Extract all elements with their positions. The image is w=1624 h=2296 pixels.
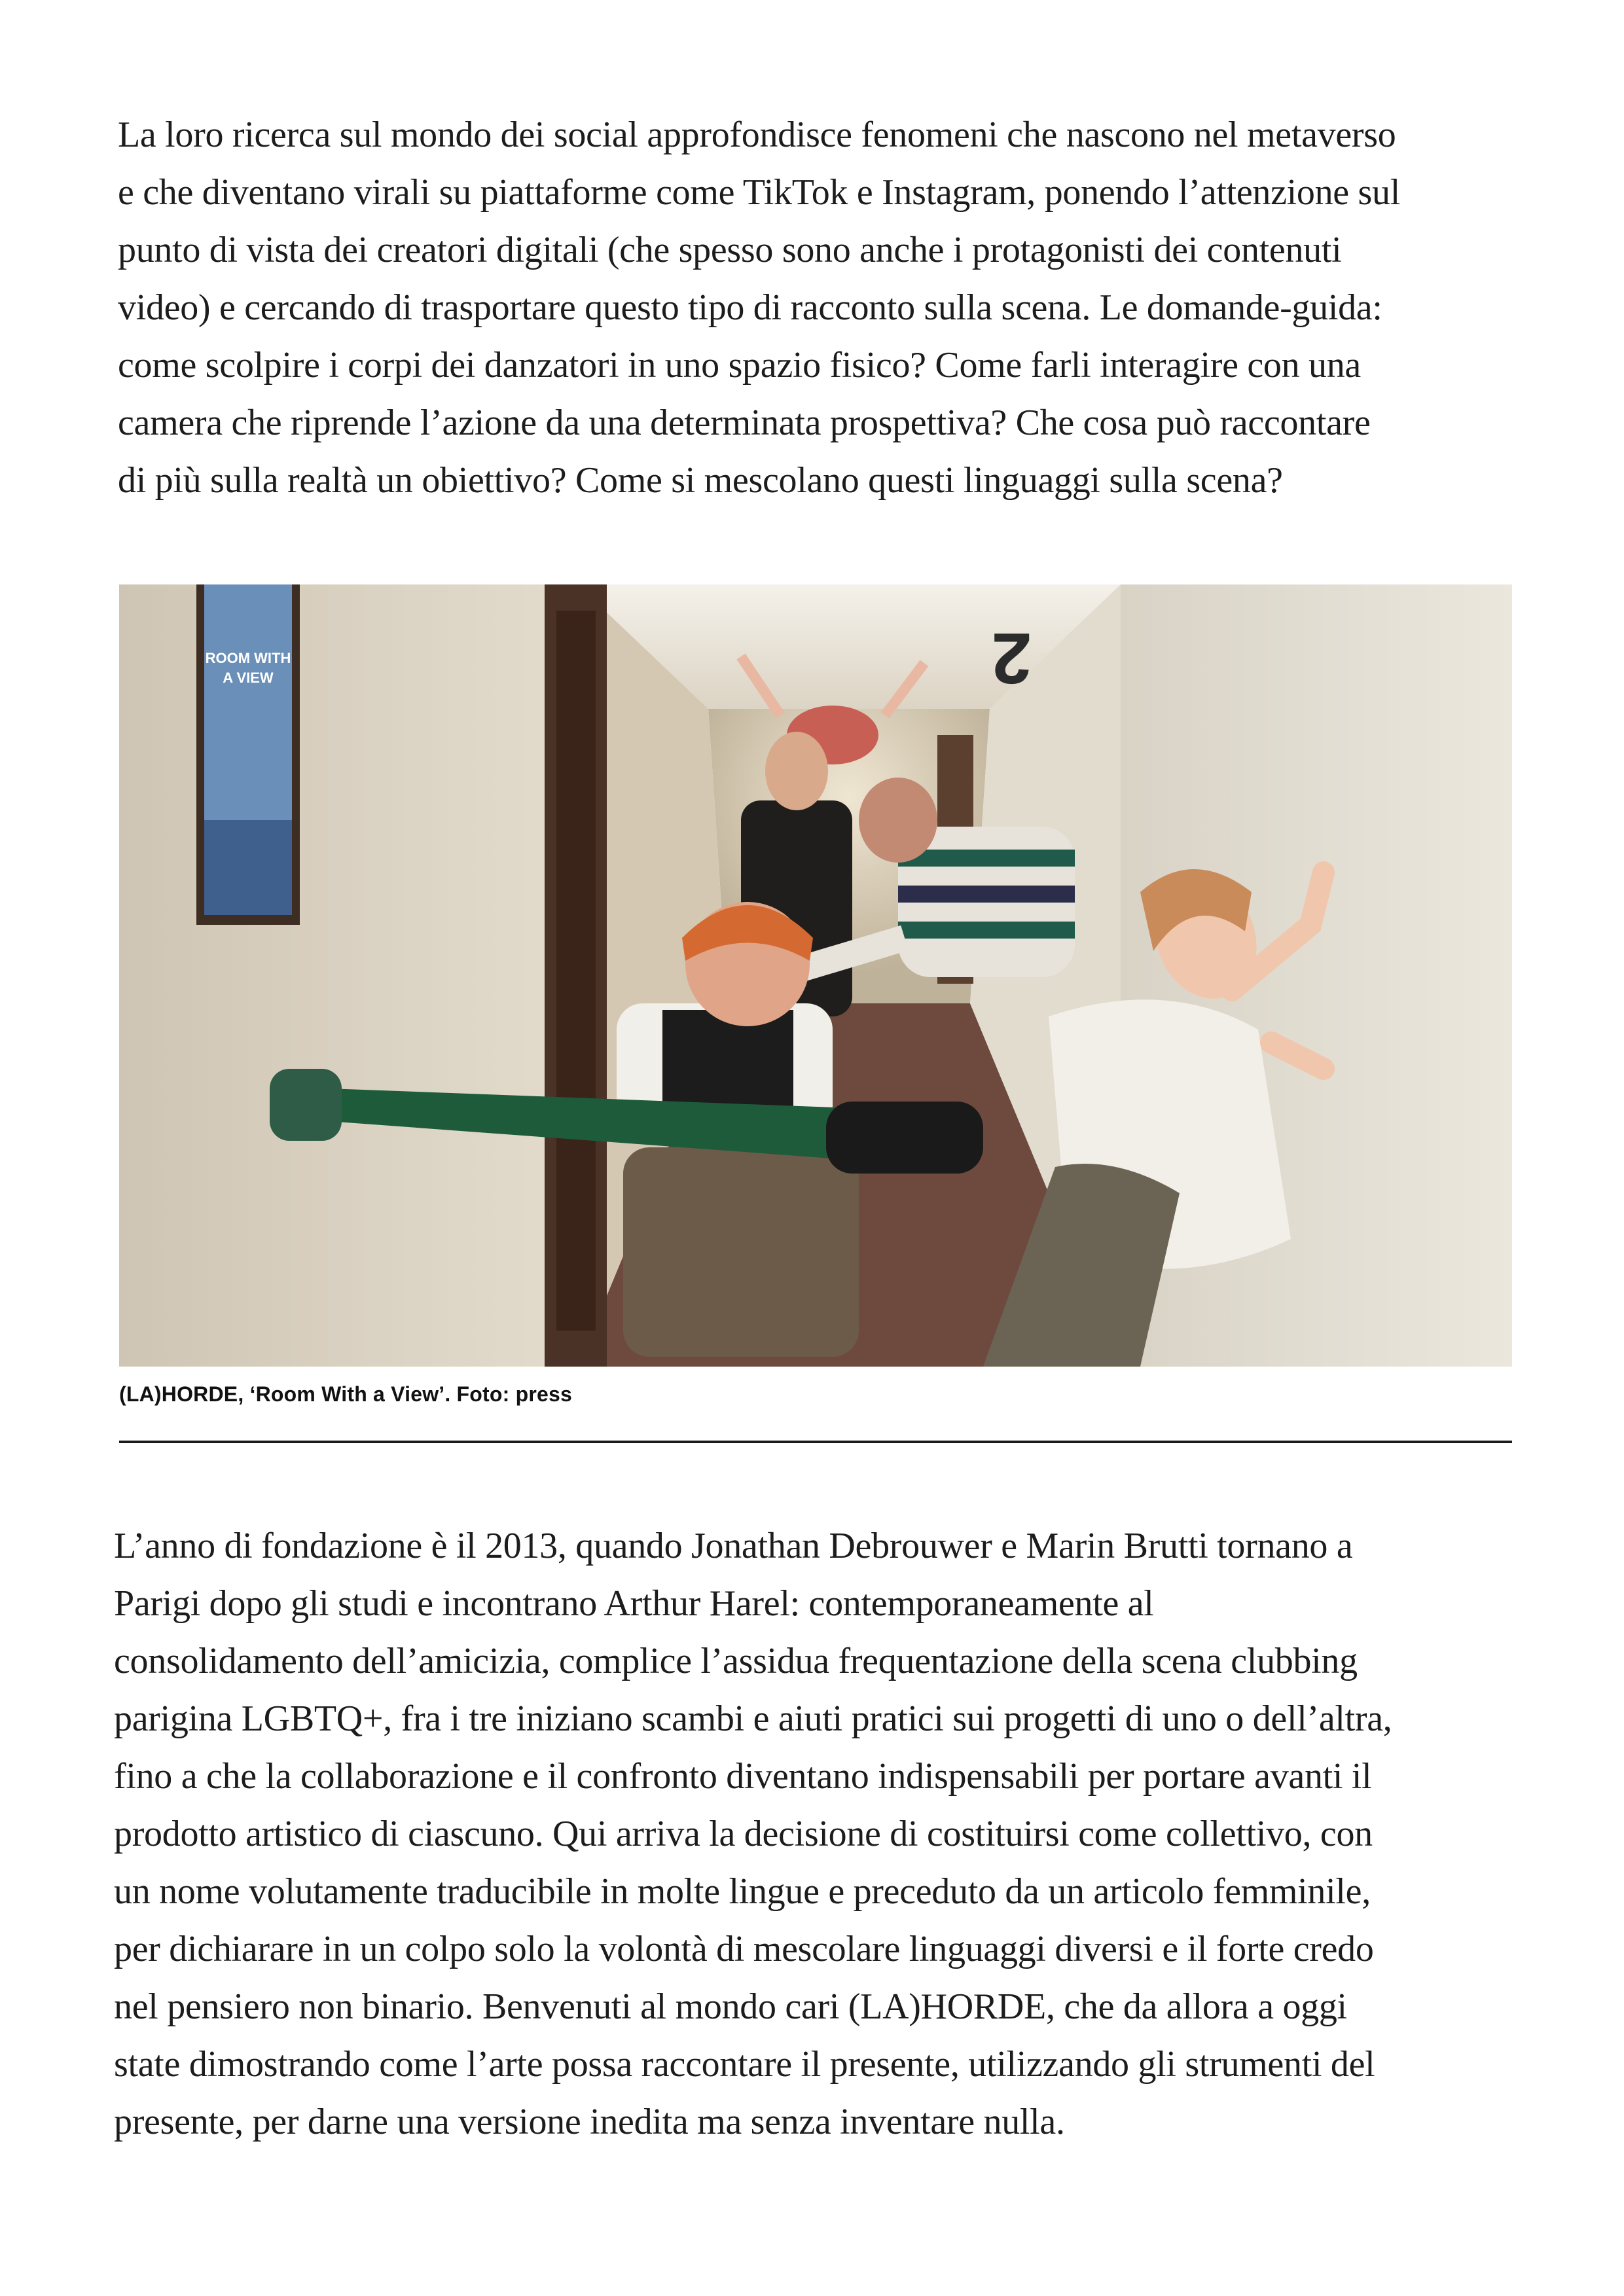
photo-caption: (LA)HORDE, ‘Room With a View’. Foto: press (119, 1382, 572, 1406)
poster-title: ROOM WITH (205, 650, 291, 666)
caption-divider (119, 1441, 1512, 1443)
left-wall (119, 584, 577, 1367)
article-photo (119, 584, 1512, 1367)
poster-subtitle: A VIEW (223, 670, 274, 686)
article-paragraph-1: La loro ricerca sul mondo dei social approfondisce fenomeni che nascono nel metaverso e che diventano virali su piattaforme come TikTok e Instagram, ponendo l’attenzione sul punto di vista dei creatori digitali (che spesso sono anche i protagonisti dei contenuti video) e cercando di trasportare questo tipo di racconto sulla scena. Le domande-guida: come scolpire i corpi dei danzatori in uno spazio fisico? Come farli interagire con una camera che riprende l’azione da una determinata prospettiva? Che cosa può raccontare di più sulla realtà un obiettivo? Come si mescolano questi linguaggi sulla scena? (118, 115, 1401, 501)
man-head (765, 732, 828, 810)
article-paragraph-2: L’anno di fondazione è il 2013, quando Jonathan Debrouwer e Marin Brutti tornano a Parigi dopo gli studi e incontrano Arthur Harel: contemporaneamente al consolidamento dell’amicizia, complice l’assidua frequentazione della scena clubbing parigina LGBTQ+, fra i tre iniziano scambi e aiuti pratici sui progetti di uno o dell’altra, fino a che la collaborazione e il confronto diventano indispensabili per portare avanti il prodotto artistico di ciascuno. Qui arriva la decisione di costituirsi come collettivo, con un nome volutamente traducibile in molte lingue e preceduto da un articolo femminile, per dichiarare in un colpo solo la volontà di mescolare linguaggi diversi e il forte credo nel pensiero non binario. Benvenuti al mondo cari (LA)HORDE, che da allora a oggi state dimostrando come l’arte possa raccontare il presente, utilizzando gli strumenti del presente, per darne una versione inedita ma senza inventare nulla. (114, 1526, 1392, 2142)
door (556, 611, 596, 1331)
room-number-sign: 2 (991, 618, 1032, 698)
